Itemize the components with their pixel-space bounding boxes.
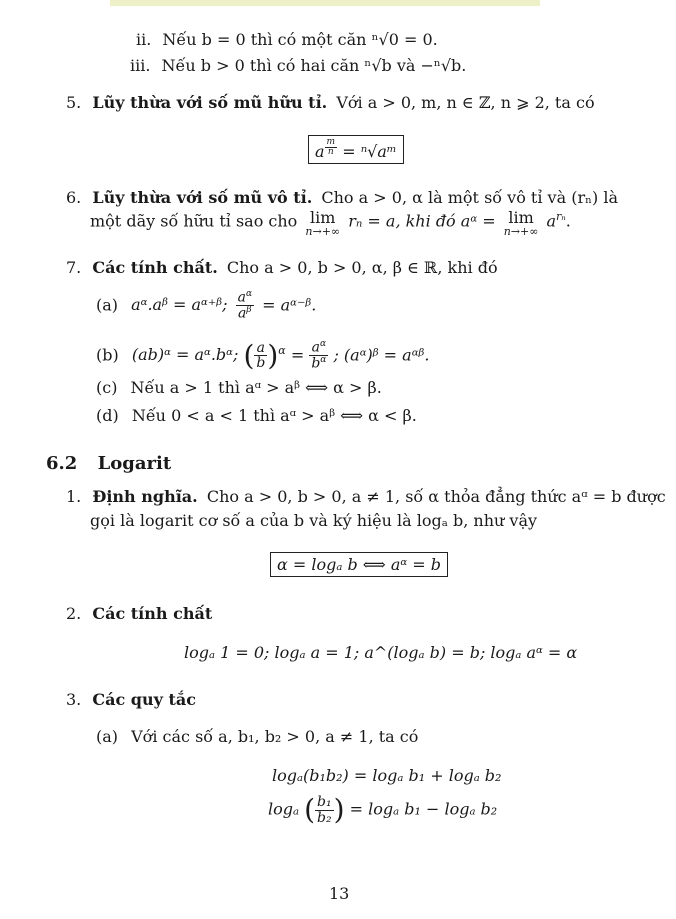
property-d: (d) Nếu 0 < a < 1 thì aᵅ > aᵝ ⟺ α < β. bbox=[96, 406, 417, 425]
item-7: 7. Các tính chất. Cho a > 0, b > 0, α, β ∈ ℝ, khi đó bbox=[66, 258, 498, 277]
item-text: Nếu b > 0 thì có hai căn ⁿ√b và −ⁿ√b. bbox=[161, 56, 467, 75]
item-6: 6. Lũy thừa với số mũ vô tỉ. Cho a > 0, α là một số vô tỉ và (rₙ) là bbox=[66, 188, 618, 207]
log-item-2: 2. Các tính chất bbox=[66, 604, 213, 623]
item-label: iii. bbox=[130, 56, 151, 75]
item-text: Với a > 0, m, n ∈ ℤ, n ⩾ 2, ta có bbox=[336, 93, 595, 112]
log-item-1-line2: gọi là logarit cơ số a của b và ký hiệu là logₐ b, như vậy bbox=[90, 511, 538, 530]
item-text: Cho a > 0, b > 0, a ≠ 1, số α thỏa đẳng thức aᵅ = b được bbox=[206, 487, 666, 506]
item-title: Các quy tắc bbox=[92, 690, 196, 709]
property-a: (a) aᵅ.aᵝ = aᵅ⁺ᵝ; $\frac{a^\alpha}{a^\beta}$ = aᵅ⁻ᵝ. bbox=[96, 289, 317, 322]
item-text: Cho a > 0, b > 0, α, β ∈ ℝ, khi đó bbox=[226, 258, 498, 277]
item-title: Các tính chất bbox=[92, 604, 213, 623]
item-6-line2: một dãy số hữu tỉ sao cho lim n→+∞ rₙ = a, khi đó aᵅ = lim n→+∞ $a^{r_n}$. bbox=[90, 208, 571, 238]
property-b: (b) (ab)ᵅ = aᵅ.bᵅ; ( $\frac{a}{b}$ )$^\alpha$ = $\frac{a^\alpha}{b^\alpha}$ ; (aᵅ)ᵝ = aᵅᵝ. bbox=[96, 338, 430, 372]
log-item-1: 1. Định nghĩa. Cho a > 0, b > 0, a ≠ 1, số α thỏa đẳng thức aᵅ = b được bbox=[66, 487, 666, 506]
rule-a: (a) Với các số a, b₁, b₂ > 0, a ≠ 1, ta có bbox=[96, 727, 419, 746]
property-c: (c) Nếu a > 1 thì aᵅ > aᵝ ⟺ α > β. bbox=[96, 378, 382, 397]
log-definition-box: α = logₐ b ⟺ aᵅ = b bbox=[270, 552, 448, 577]
item-5: 5. Lũy thừa với số mũ hữu tỉ. Với a > 0, m, n ∈ ℤ, n ⩾ 2, ta có bbox=[66, 93, 595, 112]
limit-operator: lim n→+∞ bbox=[305, 208, 341, 238]
page-number: 13 bbox=[329, 884, 350, 903]
item-label: ii. bbox=[136, 30, 152, 49]
item-title: Lũy thừa với số mũ vô tỉ. bbox=[92, 188, 313, 207]
limit-operator: lim n→+∞ bbox=[503, 208, 539, 238]
item-title: Các tính chất. bbox=[92, 258, 218, 277]
formula-rhs: ⁿ√aᵐ bbox=[360, 141, 397, 161]
item-text: Cho a > 0, α là một số vô tỉ và (rₙ) là bbox=[321, 188, 618, 207]
list-item-ii bbox=[136, 30, 438, 49]
section-heading: 6.2 Logarit bbox=[46, 453, 172, 474]
log-properties-formula: logₐ 1 = 0; logₐ a = 1; a^(logₐ b) = b; logₐ aᵅ = α bbox=[184, 643, 578, 662]
cropped-top-strip bbox=[110, 0, 540, 6]
log-quotient-rule: logₐ ( $\frac{\text{b₁}}{\text{b₂}}$ ) = logₐ b₁ − logₐ b₂ bbox=[268, 793, 498, 827]
log-item-3: 3. Các quy tắc bbox=[66, 690, 196, 709]
rational-exponent-formula-box: a $^{\frac{m}{n}}$ = ⁿ√aᵐ bbox=[308, 135, 404, 164]
item-title: Định nghĩa. bbox=[92, 487, 198, 506]
log-product-rule: logₐ(b₁b₂) = logₐ b₁ + logₐ b₂ bbox=[272, 766, 502, 785]
item-text: Nếu b = 0 thì có một căn ⁿ√0 = 0. bbox=[162, 30, 438, 49]
item-title: Lũy thừa với số mũ hữu tỉ. bbox=[92, 93, 328, 112]
list-item-iii bbox=[130, 56, 466, 75]
